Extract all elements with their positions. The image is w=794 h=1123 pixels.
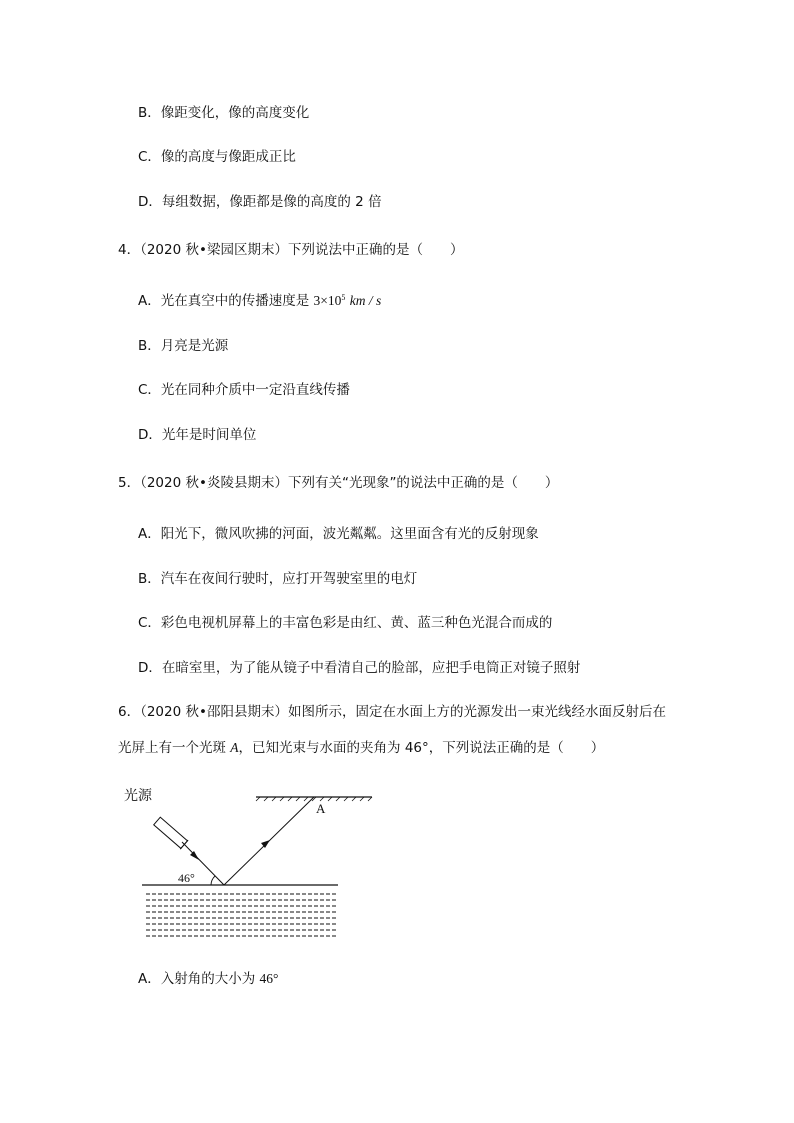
q3-option-d: D．每组数据，像距都是像的高度的 2 倍 xyxy=(138,194,382,210)
reflected-arrow-icon xyxy=(261,840,270,848)
q6-stem-line1: 6．（2020 秋•邵阳县期末）如图所示，固定在水面上方的光源发出一束光线经水面反射后在 xyxy=(118,704,666,720)
water-body xyxy=(146,894,336,936)
q4-option-b: B．月亮是光源 xyxy=(138,338,229,354)
q5-option-c: C．彩色电视机屏幕上的丰富色彩是由红、黄、蓝三种色光混合而成的 xyxy=(138,615,553,631)
q6-option-a xyxy=(138,969,278,989)
q3-option-c: C．像的高度与像距成正比 xyxy=(138,149,296,165)
q4-option-a-prefix: A．光在真空中的传播速度是 xyxy=(138,293,314,309)
light-source-label: 光源 xyxy=(124,787,152,803)
q6-stem-variable-a: A xyxy=(230,740,239,755)
q5-stem: 5．（2020 秋•炎陵县期末）下列有关“光现象”的说法中正确的是（ ） xyxy=(118,475,559,491)
q4-option-a-coefficient: 3×10 xyxy=(313,293,342,308)
q6-option-a-prefix: A．入射角的大小为 xyxy=(138,971,260,987)
q5-option-a: A．阳光下，微风吹拂的河面，波光粼粼。这里面含有光的反射现象 xyxy=(138,526,539,542)
q3-option-b: B．像距变化，像的高度变化 xyxy=(138,105,310,121)
flashlight-icon xyxy=(153,816,188,849)
q5-option-b: B．汽车在夜间行驶时，应打开驾驶室里的电灯 xyxy=(138,571,418,587)
q4-option-a-unit: km / s xyxy=(349,293,382,308)
q4-option-a xyxy=(138,291,381,311)
q4-option-a-exponent: 5 xyxy=(341,293,346,302)
q6-option-a-value: 46° xyxy=(259,971,279,986)
angle-arc xyxy=(211,876,215,885)
q5-option-d: D．在暗室里，为了能从镜子中看清自己的脸部，应把手电筒正对镜子照射 xyxy=(138,660,581,676)
incident-arrow-icon xyxy=(190,851,199,860)
angle-label: 46° xyxy=(178,871,195,885)
q6-stem-line2-a: 光屏上有一个光斑 xyxy=(118,740,231,756)
q4-option-d: D．光年是时间单位 xyxy=(138,427,257,443)
q6-stem-line2-b: ，已知光束与水面的夹角为 46°，下列说法正确的是（ ） xyxy=(238,740,605,756)
reflection-diagram xyxy=(110,782,380,947)
q4-stem: 4．（2020 秋•梁园区期末）下列说法中正确的是（ ） xyxy=(118,242,464,258)
spot-a-label: A xyxy=(316,801,326,816)
q6-stem-line2 xyxy=(118,738,604,758)
q4-option-c: C．光在同种介质中一定沿直线传播 xyxy=(138,382,350,398)
